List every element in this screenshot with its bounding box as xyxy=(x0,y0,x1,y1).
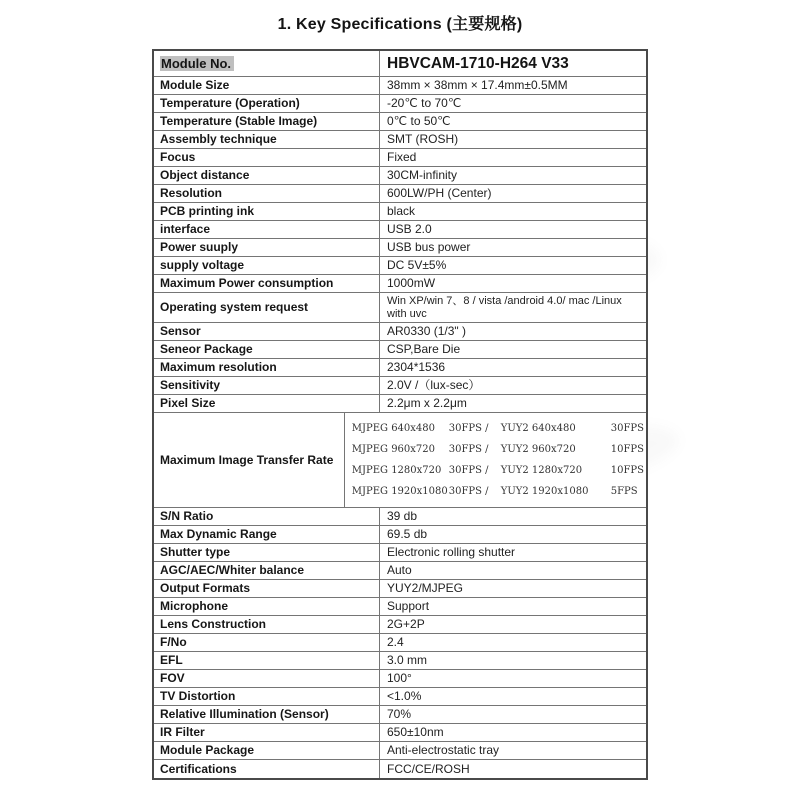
transfer-yfps: 5FPS xyxy=(610,486,638,497)
spec-label: EFL xyxy=(154,652,380,669)
spec-label: TV Distortion xyxy=(154,688,380,705)
spec-label: FOV xyxy=(154,670,380,687)
spec-value: CSP,Bare Die xyxy=(387,342,461,356)
transfer-mjpeg: MJPEG 1280x720 xyxy=(351,465,442,476)
spec-label: PCB printing ink xyxy=(154,203,380,220)
spec-row xyxy=(154,413,646,508)
spec-value: 600LW/PH (Center) xyxy=(387,186,492,200)
spec-value: USB 2.0 xyxy=(387,222,432,236)
spec-label: Max Dynamic Range xyxy=(154,526,380,543)
spec-label: Lens Construction xyxy=(154,616,380,633)
transfer-rate-line xyxy=(352,460,644,481)
spec-value: 0℃ to 50℃ xyxy=(387,114,451,128)
spec-value: Fixed xyxy=(387,150,417,164)
spec-row xyxy=(154,203,646,221)
spec-row xyxy=(154,688,646,706)
spec-row xyxy=(154,742,646,760)
spec-row xyxy=(154,760,646,778)
spec-row xyxy=(154,113,646,131)
spec-row xyxy=(154,323,646,341)
spec-label: Module Package xyxy=(154,742,380,759)
spec-label: Maximum Image Transfer Rate xyxy=(154,413,345,507)
spec-value: 2.2μm x 2.2μm xyxy=(387,396,467,410)
spec-label: Focus xyxy=(154,149,380,166)
spec-row xyxy=(154,239,646,257)
spec-value: YUY2/MJPEG xyxy=(387,581,464,595)
transfer-rate-line xyxy=(352,439,644,460)
spec-value: 2.0V /（lux-sec） xyxy=(387,378,481,392)
spec-value: USB bus power xyxy=(387,240,471,254)
transfer-mfps: 30FPS / xyxy=(448,423,489,434)
spec-label: Maximum resolution xyxy=(154,359,380,376)
spec-row xyxy=(154,257,646,275)
spec-row xyxy=(154,95,646,113)
transfer-mfps: 30FPS / xyxy=(448,444,489,455)
spec-row xyxy=(154,724,646,742)
spec-label: Assembly technique xyxy=(154,131,380,148)
spec-row xyxy=(154,508,646,526)
spec-value: 30CM-infinity xyxy=(387,168,458,182)
transfer-yuy2: YUY2 640x480 xyxy=(500,423,576,434)
spec-row xyxy=(154,580,646,598)
spec-label: S/N Ratio xyxy=(154,508,380,525)
spec-label: Pixel Size xyxy=(154,395,380,412)
spec-row xyxy=(154,670,646,688)
spec-row xyxy=(154,293,646,323)
spec-row xyxy=(154,395,646,413)
spec-row xyxy=(154,221,646,239)
spec-value: HBVCAM-1710-H264 V33 xyxy=(387,55,569,72)
spec-value: 39 db xyxy=(387,509,418,523)
spec-label: Microphone xyxy=(154,598,380,615)
spec-label: Certifications xyxy=(154,760,380,778)
spec-value: -20℃ to 70℃ xyxy=(387,96,462,110)
spec-value: 650±10nm xyxy=(387,725,444,739)
transfer-mjpeg: MJPEG 960x720 xyxy=(351,444,436,455)
transfer-mfps: 30FPS / xyxy=(448,465,489,476)
transfer-mfps: 30FPS / xyxy=(448,486,489,497)
spec-label: Sensor xyxy=(154,323,380,340)
spec-row xyxy=(154,167,646,185)
spec-label: Sensitivity xyxy=(154,377,380,394)
spec-label: Output Formats xyxy=(154,580,380,597)
spec-row xyxy=(154,359,646,377)
spec-value: FCC/CE/ROSH xyxy=(387,761,470,776)
spec-label: Resolution xyxy=(154,185,380,202)
spec-value: 70% xyxy=(387,707,412,721)
transfer-yuy2: YUY2 960x720 xyxy=(500,444,576,455)
spec-row xyxy=(154,544,646,562)
spec-row xyxy=(154,275,646,293)
spec-row xyxy=(154,562,646,580)
spec-value: Support xyxy=(387,599,430,613)
spec-label: AGC/AEC/Whiter balance xyxy=(154,562,380,579)
spec-row xyxy=(154,616,646,634)
spec-label: Temperature (Stable Image) xyxy=(154,113,380,130)
spec-row xyxy=(154,341,646,359)
spec-value: AR0330 (1/3" ) xyxy=(387,324,466,338)
spec-value: SMT (ROSH) xyxy=(387,132,459,146)
spec-row xyxy=(154,131,646,149)
spec-row xyxy=(154,598,646,616)
transfer-mjpeg: MJPEG 1920x1080 xyxy=(351,486,448,497)
spec-row xyxy=(154,51,646,77)
transfer-rate-line xyxy=(352,418,644,439)
spec-label: interface xyxy=(154,221,380,238)
spec-value: <1.0% xyxy=(387,689,422,703)
spec-value: Auto xyxy=(387,563,412,577)
transfer-rate-line xyxy=(352,481,644,502)
spec-value: Anti-electrostatic tray xyxy=(387,743,500,757)
spec-value: black xyxy=(387,204,416,218)
spec-row xyxy=(154,526,646,544)
spec-label: Shutter type xyxy=(154,544,380,561)
spec-value: 2.4 xyxy=(387,635,404,649)
spec-value: 69.5 db xyxy=(387,527,428,541)
spec-label: Seneor Package xyxy=(154,341,380,358)
spec-label: Power suuply xyxy=(154,239,380,256)
spec-row xyxy=(154,706,646,724)
spec-row xyxy=(154,377,646,395)
spec-value: 100° xyxy=(387,671,412,685)
page-title: 1. Key Specifications (主要规格) xyxy=(277,16,523,33)
spec-value: 38mm × 38mm × 17.4mm±0.5MM xyxy=(387,78,568,92)
spec-label: Relative Illumination (Sensor) xyxy=(154,706,380,723)
transfer-yuy2: YUY2 1280x720 xyxy=(500,465,583,476)
spec-value: Electronic rolling shutter xyxy=(387,545,516,559)
spec-label: Operating system request xyxy=(154,293,380,322)
spec-value: DC 5V±5% xyxy=(387,258,447,272)
spec-label: supply voltage xyxy=(154,257,380,274)
spec-label: Maximum Power consumption xyxy=(154,275,380,292)
module-no-highlight: Module No. xyxy=(160,56,234,71)
spec-value: 1000mW xyxy=(387,276,436,290)
spec-row xyxy=(154,77,646,95)
spec-value xyxy=(345,413,646,507)
spec-label: Temperature (Operation) xyxy=(154,95,380,112)
key-specifications-table xyxy=(152,49,648,780)
spec-row xyxy=(154,149,646,167)
spec-label: Object distance xyxy=(154,167,380,184)
spec-value: 3.0 mm xyxy=(387,653,428,667)
spec-value: Win XP/win 7、8 / vista /android 4.0/ mac /Linux with uvc xyxy=(387,294,622,320)
transfer-yfps: 10FPS xyxy=(610,444,644,455)
spec-label: Module Size xyxy=(154,77,380,94)
transfer-mjpeg: MJPEG 640x480 xyxy=(351,423,436,434)
spec-value: 2G+2P xyxy=(387,617,425,631)
spec-label: F/No xyxy=(154,634,380,651)
transfer-yuy2: YUY2 1920x1080 xyxy=(500,486,589,497)
spec-label xyxy=(154,51,380,76)
transfer-yfps: 30FPS xyxy=(610,423,644,434)
transfer-yfps: 10FPS xyxy=(610,465,644,476)
spec-label: IR Filter xyxy=(154,724,380,741)
spec-row xyxy=(154,652,646,670)
spec-row xyxy=(154,634,646,652)
spec-value: 2304*1536 xyxy=(387,360,446,374)
spec-row xyxy=(154,185,646,203)
